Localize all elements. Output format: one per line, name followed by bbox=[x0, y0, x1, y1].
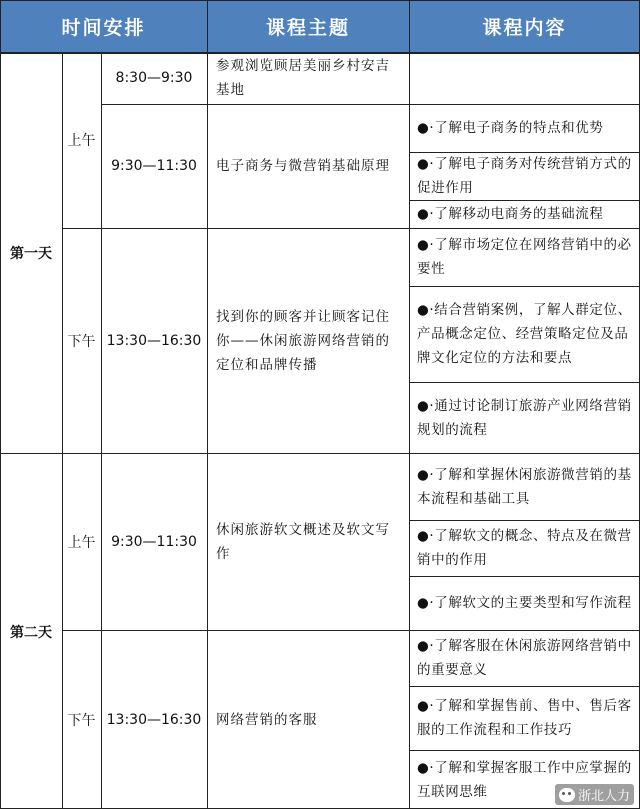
table-border bbox=[0, 0, 1, 809]
content-item: ●·了解市场定位在网络营销中的必要性 bbox=[417, 237, 632, 277]
table-border bbox=[101, 104, 640, 105]
day-label: 第二天 bbox=[10, 624, 52, 641]
topic-cell: 休闲旅游软文概述及软文写作 bbox=[216, 522, 390, 562]
content-item: ●·了解电子商务的特点和优势 bbox=[417, 120, 604, 136]
table-border bbox=[62, 630, 640, 631]
table-border bbox=[0, 453, 640, 454]
time-slot: 9:30—11:30 bbox=[111, 158, 197, 174]
content-item: ●·了解和掌握售前、售中、售后客服的工作流程和工作技巧 bbox=[417, 698, 632, 738]
watermark bbox=[555, 784, 634, 805]
content-item: ●·了解电子商务对传统营销方式的促进作用 bbox=[417, 156, 632, 196]
time-slot: 8:30—9:30 bbox=[115, 70, 193, 86]
wechat-icon bbox=[559, 788, 575, 802]
table-border bbox=[409, 286, 640, 287]
period-label: 下午 bbox=[67, 334, 96, 350]
table-border bbox=[409, 200, 640, 201]
table-border bbox=[409, 686, 640, 687]
period-label: 上午 bbox=[67, 535, 96, 551]
content-item: ●·结合营销案例，了解人群定位、产品概念定位、经营策略定位及品牌文化定位的方法和要点 bbox=[417, 302, 632, 366]
content-item: ●·了解和掌握客服工作中应掌握的互联网思维 bbox=[417, 759, 632, 800]
period-label: 下午 bbox=[67, 712, 96, 729]
content-item: ●·了解和掌握休闲旅游微营销的基本流程和基础工具 bbox=[417, 467, 632, 507]
table-border bbox=[409, 0, 410, 809]
day-label: 第一天 bbox=[10, 246, 52, 262]
table-border bbox=[207, 0, 208, 809]
table-border bbox=[409, 152, 640, 153]
table-border bbox=[409, 576, 640, 577]
table-border bbox=[409, 750, 640, 751]
header-content: 课程内容 bbox=[409, 0, 640, 52]
content-item: ●·通过讨论制订旅游产业网络营销规划的流程 bbox=[417, 398, 632, 438]
table-border bbox=[62, 228, 640, 229]
topic-cell: 电子商务与微营销基础原理 bbox=[216, 158, 390, 174]
period-label: 上午 bbox=[67, 133, 96, 149]
topic-cell: 网络营销的客服 bbox=[216, 711, 318, 728]
time-slot: 9:30—11:30 bbox=[111, 534, 197, 550]
watermark-text: 浙北人力 bbox=[577, 789, 630, 804]
content-item: ●·了解客服在休闲旅游网络营销中的重要意义 bbox=[417, 638, 632, 678]
table-border bbox=[409, 382, 640, 383]
table-border bbox=[62, 52, 63, 809]
header-schedule: 时间安排 bbox=[0, 0, 207, 52]
topic-cell: 参观浏览顾居美丽乡村安吉基地 bbox=[216, 58, 390, 98]
content-item: ●·了解软文的概念、特点及在微营销中的作用 bbox=[417, 528, 632, 568]
content-item: ●·了解软文的主要类型和写作流程 bbox=[417, 595, 632, 611]
table-border bbox=[101, 52, 102, 809]
table-border bbox=[409, 520, 640, 521]
topic-cell: 找到你的顾客并让顾客记住你——休闲旅游网络营销的定位和品牌传播 bbox=[216, 309, 390, 373]
header-topic: 课程主题 bbox=[207, 0, 409, 52]
table-border bbox=[0, 0, 640, 1]
table-border bbox=[0, 52, 640, 54]
time-slot: 13:30—16:30 bbox=[106, 333, 202, 349]
time-slot: 13:30—16:30 bbox=[106, 711, 202, 728]
content-item: ●·了解移动电商务的基础流程 bbox=[417, 206, 604, 222]
